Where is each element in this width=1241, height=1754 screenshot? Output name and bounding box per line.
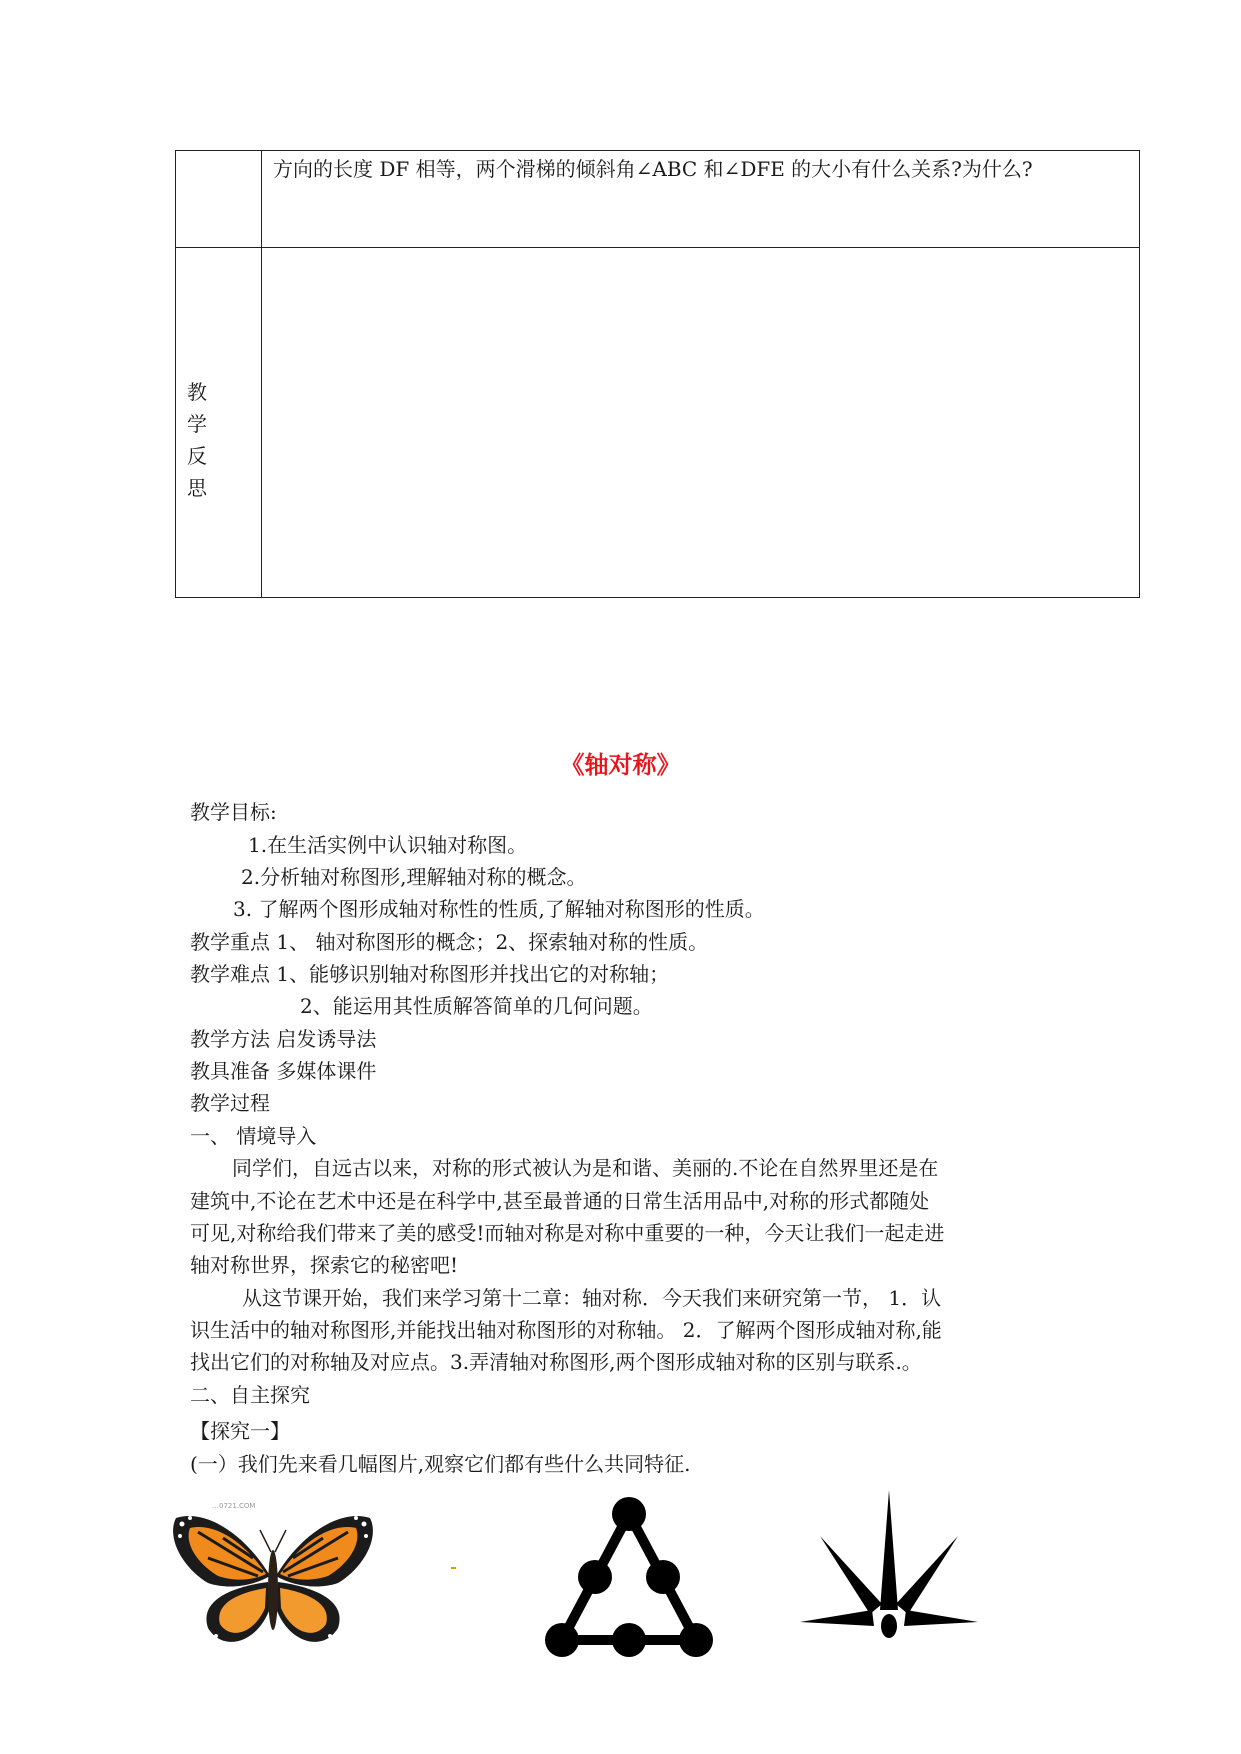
butterfly-body bbox=[268, 1550, 278, 1630]
lesson-title: 《轴对称》 bbox=[560, 751, 681, 779]
paragraph-line: 同学们，自远古以来，对称的形式被认为是和谐、美丽的.不论在自然界里还是在 bbox=[232, 1156, 939, 1180]
section1-heading: 一、 情境导入 bbox=[190, 1124, 317, 1148]
triangle-dot bbox=[646, 1560, 680, 1594]
difficulties-line2: 2、能运用其性质解答简单的几何问题。 bbox=[300, 994, 653, 1018]
section2-heading: 二、自主探究 bbox=[190, 1383, 310, 1407]
paragraph-line: 建筑中,不论在艺术中还是在科学中,甚至最普通的日常生活用品中,对称的形式都随处 bbox=[190, 1189, 930, 1213]
paragraph-line: 从这节课开始，我们来学习第十二章：轴对称．今天我们来研究第一节， 1．认 bbox=[242, 1286, 942, 1310]
teaching-reflection-label bbox=[187, 376, 209, 504]
spike-figure-image bbox=[800, 1490, 978, 1650]
right-blade bbox=[904, 1610, 978, 1626]
butterfly-watermark: …0721.COM bbox=[212, 1502, 256, 1510]
left-spike bbox=[820, 1536, 882, 1614]
objective-item: 3. 了解两个图形成轴对称性的性质,了解轴对称图形的性质。 bbox=[233, 897, 765, 921]
teaching-process: 教学过程 bbox=[190, 1091, 270, 1115]
table-border bbox=[175, 150, 1140, 598]
small-mark bbox=[451, 1567, 456, 1569]
teaching-method: 教学方法 启发诱导法 bbox=[190, 1027, 377, 1051]
left-blade bbox=[800, 1610, 874, 1626]
paragraph-line: 识生活中的轴对称图形,并能找出轴对称图形的对称轴。 2．了解两个图形成轴对称,能 bbox=[190, 1318, 942, 1342]
key-points: 教学重点 1、 轴对称图形的概念；2、探索轴对称的性质。 bbox=[190, 930, 709, 954]
butterfly-image bbox=[168, 1498, 378, 1656]
paragraph-line: 轴对称世界，探索它的秘密吧! bbox=[190, 1253, 459, 1277]
teaching-tools: 教具准备 多媒体课件 bbox=[190, 1059, 377, 1083]
label-char: 反 bbox=[187, 444, 207, 468]
label-char: 教 bbox=[187, 380, 207, 404]
label-char: 思 bbox=[187, 476, 207, 500]
dot-triangle-image bbox=[540, 1492, 718, 1662]
table-row1-text: 方向的长度 DF 相等，两个滑梯的倾斜角∠ABC 和∠DFE 的大小有什么关系?为什么? bbox=[273, 157, 1033, 181]
triangle-dot bbox=[612, 1497, 646, 1531]
triangle-dot bbox=[545, 1623, 579, 1657]
triangle-dot bbox=[679, 1623, 713, 1657]
triangle-dot bbox=[578, 1560, 612, 1594]
objectives-heading: 教学目标: bbox=[190, 800, 277, 824]
difficulties-line1: 教学难点 1、能够识别轴对称图形并找出它的对称轴； bbox=[190, 962, 670, 986]
reflection-table bbox=[175, 150, 1140, 598]
right-spike bbox=[896, 1536, 958, 1614]
table-column-divider bbox=[261, 150, 262, 598]
explore-question: (一）我们先来看几幅图片,观察它们都有些什么共同特征. bbox=[190, 1452, 691, 1476]
label-char: 学 bbox=[187, 412, 207, 436]
paragraph-line: 找出它们的对称轴及对应点。3.弄清轴对称图形,两个图形成轴对称的区别与联系.。 bbox=[190, 1350, 922, 1374]
table-row-divider bbox=[175, 247, 1140, 248]
center-spike bbox=[880, 1490, 898, 1610]
triangle-dot bbox=[612, 1623, 646, 1657]
objective-item: 2.分析轴对称图形,理解轴对称的概念。 bbox=[241, 865, 587, 889]
center-drop bbox=[881, 1614, 897, 1638]
explore-heading: 【探究一】 bbox=[190, 1419, 290, 1443]
objective-item: 1.在生活实例中认识轴对称图。 bbox=[248, 833, 528, 857]
paragraph-line: 可见,对称给我们带来了美的感受!而轴对称是对称中重要的一种，今天让我们一起走进 bbox=[190, 1221, 945, 1245]
